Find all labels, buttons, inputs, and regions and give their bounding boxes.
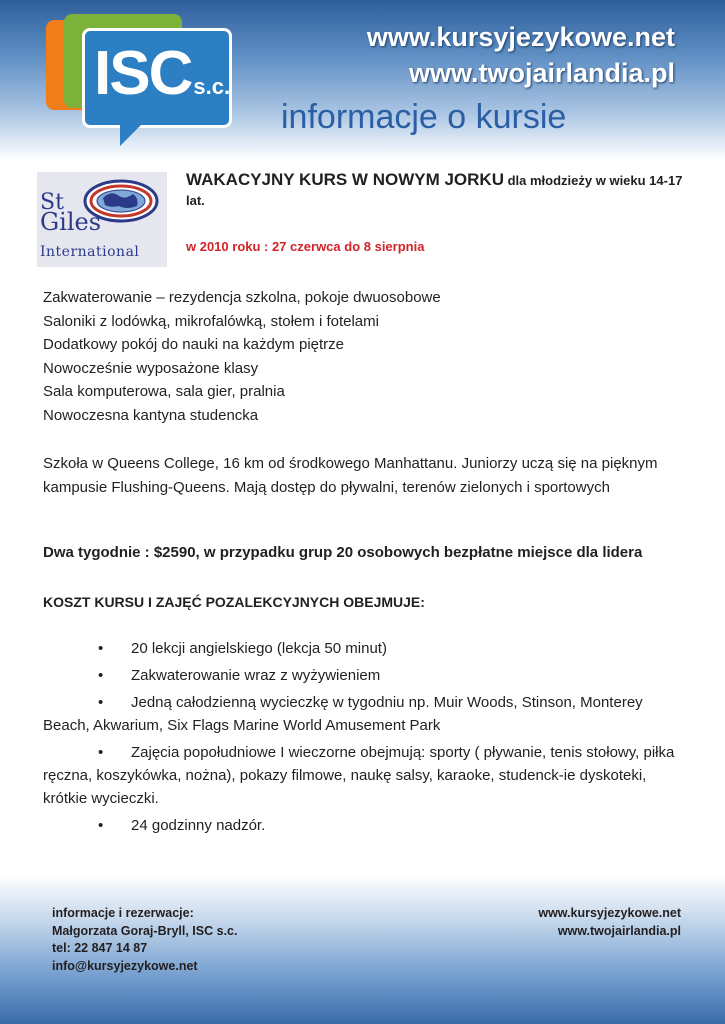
list-item-text: Jedną całodzienną wycieczkę w tygodniu np. Muir Woods, Stinson, Monterey Beach, Akwarium, Six Flags Marine World Amusement Park <box>43 694 643 734</box>
course-title-main: WAKACYJNY KURS W NOWYM JORKU <box>186 170 504 189</box>
list-item <box>43 741 683 810</box>
logo-bubble-tail <box>120 124 142 146</box>
included-list <box>43 637 683 841</box>
logo-suffix-text: s.c. <box>193 74 231 99</box>
list-item-text: 24 godzinny nadzór. <box>131 817 266 834</box>
list-item-text: Zajęcia popołudniowe I wieczorne obejmują: sporty ( pływanie, tenis stołowy, piłka ręczna, koszykówka, nożna), pokazy filmowe, naukę salsy, karaoke, studenck-ie dyskoteki, krótkie wycieczki. <box>43 744 675 807</box>
st-giles-line-1: St <box>40 190 64 215</box>
bullet-icon: • <box>98 744 104 761</box>
feature-item: Nowocześnie wyposażone klasy <box>43 359 259 377</box>
contact-email[interactable]: info@kursyjezykowe.net <box>52 958 198 973</box>
contact-person: Małgorzata Goraj-Bryll, ISC s.c. <box>52 923 238 938</box>
logo-text <box>94 38 230 109</box>
list-item-text: Zakwaterowanie wraz z wyżywieniem <box>131 667 381 684</box>
st-giles-line-3: International <box>40 244 140 260</box>
feature-item: Nowoczesna kantyna studencka <box>43 406 259 424</box>
features-list <box>43 286 693 427</box>
course-title-sub: dla młodzieży w wieku 14-17 lat. <box>186 173 683 208</box>
logo-main-text: ISC <box>94 39 192 108</box>
header-site-link-2[interactable]: www.twojairlandia.pl <box>408 58 675 88</box>
price-text: Dwa tygodnie : $2590, w przypadku grup 20 osobowych bezpłatne miejsce dla lidera <box>43 544 643 561</box>
contact-phone[interactable]: tel: 22 847 14 87 <box>52 941 148 955</box>
footer-site-link-2[interactable]: www.twojairlandia.pl <box>557 923 681 938</box>
contact-block <box>52 905 237 975</box>
feature-item: Zakwaterowanie – rezydencja szkolna, pokoje dwuosobowe <box>43 289 441 306</box>
list-item <box>43 691 683 737</box>
bullet-icon: • <box>98 667 104 684</box>
school-description: Szkoła w Queens College, 16 km od środkowego Manhattanu. Juniorzy uczą się na pięknym kampusie Flushing-Queens. Mają dostęp do pływalni, terenów zielonych i sportowych <box>43 455 658 496</box>
footer-site-link-1[interactable]: www.kursyjezykowe.net <box>538 906 681 920</box>
header-site-link-1[interactable]: www.kursyjezykowe.net <box>366 22 675 52</box>
course-dates: w 2010 roku : 27 czerwca do 8 sierpnia <box>186 239 425 254</box>
bullet-icon: • <box>98 640 104 657</box>
contact-label: informacje i rezerwacje: <box>52 906 194 920</box>
isc-logo <box>46 12 246 147</box>
feature-item: Sala komputerowa, sala gier, pralnia <box>43 383 285 400</box>
list-item <box>43 664 683 687</box>
st-giles-line-2: Giles <box>40 208 102 236</box>
list-item-text: 20 lekcji angielskiego (lekcja 50 minut) <box>131 640 387 657</box>
bullet-icon: • <box>98 694 104 711</box>
feature-item: Saloniki z lodówką, mikrofalówką, stołem i fotelami <box>43 312 379 330</box>
feature-item: Dodatkowy pokój do nauki na każdym piętrze <box>43 336 344 353</box>
cost-heading: KOSZT KURSU I ZAJĘĆ POZALEKCYJNYCH OBEJMUJE: <box>43 594 425 610</box>
course-title <box>186 170 686 211</box>
bullet-icon: • <box>98 817 104 834</box>
st-giles-logo <box>37 172 167 267</box>
footer-links <box>538 905 681 940</box>
page-title: informacje o kursie <box>281 98 567 136</box>
list-item <box>43 637 683 660</box>
list-item <box>43 814 683 837</box>
